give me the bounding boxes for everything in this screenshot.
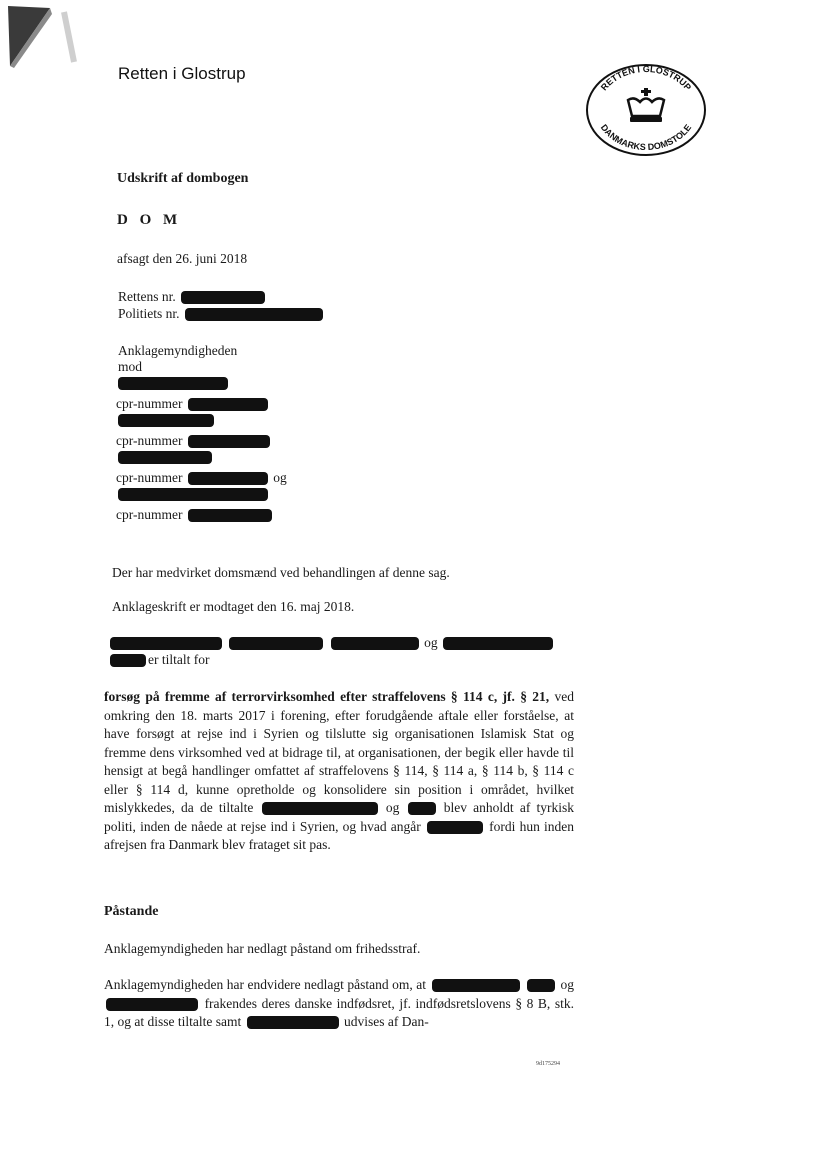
cpr-label: cpr-nummer — [116, 433, 183, 448]
claim-text: frakendes deres danske indfødsret, jf. indfødsretslovens § 8 B, stk. 1, og at disse tiltalte samt — [104, 995, 574, 1029]
redaction — [188, 472, 268, 485]
defendant-cpr-4 — [116, 506, 274, 524]
versus-label: mod — [118, 359, 143, 374]
cpr-label: cpr-nummer — [116, 396, 183, 411]
charged-for-label: er tiltalt for — [148, 652, 210, 667]
politiets-nr-row — [118, 305, 325, 323]
redaction — [331, 637, 419, 650]
claims-heading: Påstande — [104, 904, 159, 919]
conjunction: og — [424, 635, 438, 650]
redaction — [110, 654, 146, 667]
claim-citizenship — [104, 976, 574, 1032]
charge-text: fordi hun inden afrejsen fra Danmark blev frataget sit pas. — [104, 818, 575, 852]
claim-text: udvises af Dan- — [343, 1014, 429, 1029]
document-subtitle: Udskrift af dombogen — [117, 171, 249, 186]
rettens-nr-label: Rettens nr. — [118, 289, 176, 304]
redaction — [110, 637, 222, 650]
redaction — [432, 979, 520, 992]
lay-judges-note: Der har medvirket domsmænd ved behandlingen af denne sag. — [112, 565, 450, 580]
crown-icon — [628, 88, 664, 122]
issue-date: afsagt den 26. juni 2018 — [117, 251, 248, 266]
redaction — [247, 1016, 339, 1029]
redaction — [188, 509, 272, 522]
conjunction: og — [273, 470, 287, 485]
redaction — [118, 488, 268, 501]
charge-heading: forsøg på fremme af terrorvirksomhed efter straffelovens § 114 c, jf. § 21, — [104, 689, 550, 704]
seal-bottom-text: DANMARKS DOMSTOLE — [598, 122, 694, 153]
redaction — [527, 979, 555, 992]
redaction — [118, 377, 228, 390]
redaction — [188, 398, 268, 411]
redaction — [443, 637, 553, 650]
cpr-label: cpr-nummer — [116, 507, 183, 522]
redaction — [262, 802, 378, 815]
defendant-cpr-1 — [116, 395, 270, 413]
redaction — [106, 998, 198, 1011]
charged-for-row — [108, 651, 209, 669]
redaction — [118, 414, 214, 427]
court-name: Retten i Glostrup — [118, 64, 246, 83]
redaction — [181, 291, 265, 304]
conjunction: og — [560, 977, 575, 992]
claim-custody: Anklagemyndigheden har nedlagt påstand om frihedsstraf. — [104, 941, 421, 956]
seal-top-text: RETTEN I GLOSTRUP — [598, 63, 694, 93]
redaction — [188, 435, 270, 448]
politiets-nr-label: Politiets nr. — [118, 306, 180, 321]
prosecution-label: Anklagemyndigheden — [118, 343, 238, 358]
conjunction: og — [385, 800, 400, 815]
redaction — [408, 802, 436, 815]
court-seal — [584, 62, 708, 158]
redaction — [185, 308, 323, 321]
cpr-label: cpr-nummer — [116, 470, 183, 485]
redaction — [427, 821, 483, 834]
redaction — [229, 637, 323, 650]
scan-corner-mark — [0, 0, 80, 80]
defendant-cpr-3 — [116, 469, 287, 487]
charge-text: blev anholdt af tyrkisk politi, inden de nåede at rejse ind i Syrien, og hvad angår — [104, 800, 575, 834]
document-id: 9d175294 — [536, 1061, 560, 1067]
claim-text: Anklagemyndigheden har endvidere nedlagt påstand om, at — [104, 977, 427, 992]
charge-text: ved omkring den 18. marts 2017 i forening, efter forudgående aftale eller forståelse, at have forsøgt at rejse ind i Syrien og tilslutte sig organisationen Islamisk Stat og fremme dens virksomhed ved at bidrage til, at organisationen, der begik eller havde til hensigt at begå handlinger omfattet af straffelovens § 114, § 114 a, § 114 b, § 114 c eller § 114 d, kunne opretholde og konsolidere sin position i området, hvilket mislykkedes, da de tiltalte — [104, 689, 574, 815]
defendant-cpr-2 — [116, 432, 272, 450]
charged-names-row — [108, 634, 555, 652]
charge-paragraph — [104, 688, 574, 855]
redaction — [118, 451, 212, 464]
rettens-nr-row — [118, 288, 267, 306]
document-title: D O M — [117, 212, 182, 228]
indictment-received: Anklageskrift er modtaget den 16. maj 2018. — [112, 599, 355, 614]
